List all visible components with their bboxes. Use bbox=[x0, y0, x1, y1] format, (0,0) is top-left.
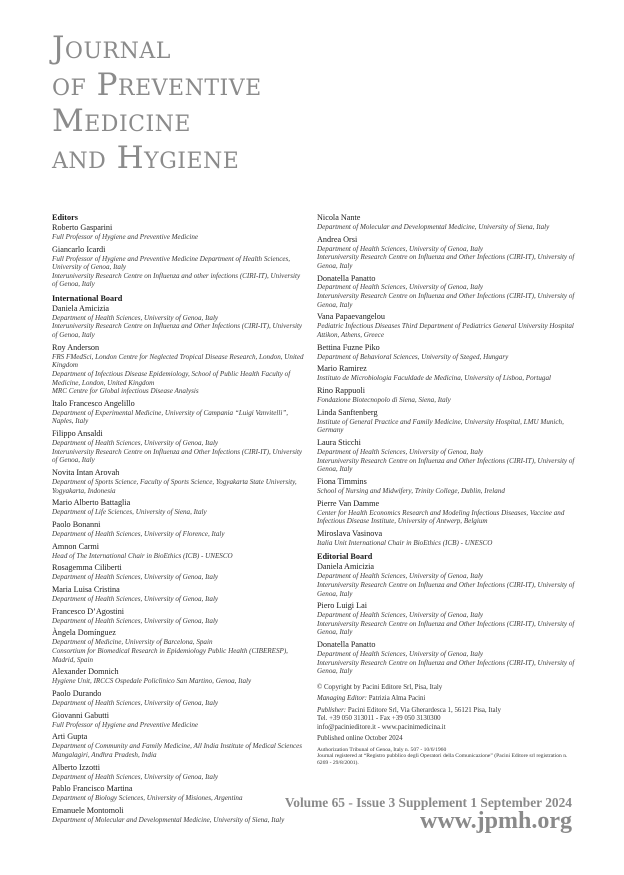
member-affiliation: Head of The International Chair in BioEthics (ICB) - UNESCO bbox=[52, 551, 233, 560]
member-name: Andrea Orsi bbox=[317, 234, 358, 244]
board-member bbox=[317, 274, 577, 310]
publisher-address: Pacini Editore Srl, Via Gherardesca 1, 56121 Pisa, Italy bbox=[347, 706, 501, 714]
publisher-info bbox=[317, 684, 577, 767]
member-name: Fiona Timmins bbox=[317, 476, 367, 486]
website-link[interactable]: www.jpmh.org bbox=[419, 808, 572, 834]
member-name: Filippo Ansaldi bbox=[52, 429, 103, 439]
member-name: Alexander Domnich bbox=[52, 667, 119, 677]
board-member bbox=[52, 468, 304, 495]
managing-editor-label: Managing Editor: bbox=[317, 695, 367, 703]
member-name: Paolo Bonanni bbox=[52, 520, 101, 530]
member-affiliation: Institute of General Practice and Family Medicine, University Hospital, LMU Munich, Germany bbox=[317, 417, 564, 435]
member-affiliation: Department of Biology Sciences, University of Misiones, Argentina bbox=[52, 794, 243, 803]
member-name: Mario Alberto Battaglia bbox=[52, 498, 131, 508]
member-name: Alberto Izzotti bbox=[52, 762, 100, 772]
member-affiliation: Department of Medicine, University of Barcelona, Spain bbox=[52, 638, 213, 647]
member-affiliation: Instituto de Microbiologia Faculdade de Medicina, University of Lisboa, Portugal bbox=[317, 374, 551, 383]
member-affiliation: Pediatric Infectious Diseases Third Department of Pediatrics General University Hospital Attikon, Athens, Greece bbox=[317, 322, 574, 339]
member-affiliation: Department of Experimental Medicine, University of Campania “Luigi Vanvitelli”, Naples, Italy bbox=[52, 408, 289, 426]
member-name: Pablo Francisco Martina bbox=[52, 784, 133, 794]
board-member bbox=[52, 498, 304, 517]
member-affiliation: Fondazione Biotecnopolo di Siena, Siena, Italy bbox=[317, 396, 451, 404]
section-title: Editors bbox=[52, 213, 78, 222]
member-affiliation: FRS FMedSci, London Centre for Neglected Tropical Disease Research, London, United Kingdom bbox=[52, 352, 304, 370]
member-affiliation: Department of Health Sciences, University of Genoa, Italy bbox=[52, 439, 219, 448]
board-member bbox=[317, 601, 577, 637]
board-member bbox=[52, 732, 304, 759]
publisher-line bbox=[317, 707, 577, 716]
member-affiliation: Interuniversity Research Centre on Influenza and Other Infections (CIRI-IT), University of Genoa, Italy bbox=[317, 253, 575, 270]
board-member bbox=[52, 542, 304, 561]
contacts-line: info@pacinieditore.it - www.pacinimedicina.it bbox=[317, 723, 446, 731]
member-affiliation: Department of Community and Family Medicine, All India Institute of Medical Sciences Mangalagiri, Andhra Pradesh, India bbox=[52, 742, 303, 759]
member-affiliation: Interuniversity Research Centre on Influenza and Other Infections (CIRI-IT), University of Genoa, Italy bbox=[52, 322, 303, 340]
board-member bbox=[52, 343, 304, 396]
board-member bbox=[52, 667, 304, 686]
member-affiliation: Department of Molecular and Developmental Medicine, University of Siena, Italy bbox=[317, 222, 550, 231]
board-member bbox=[52, 429, 304, 465]
board-member bbox=[52, 563, 304, 582]
member-name: Rino Rappuoli bbox=[317, 386, 365, 396]
board-member bbox=[317, 562, 577, 598]
phone-line: Tel. +39 050 313011 - Fax +39 050 3130300 bbox=[317, 715, 441, 723]
right-sections bbox=[317, 213, 577, 676]
member-affiliation: Interuniversity Research Centre on Influenza and Other Infections (CIRI-IT), University of Genoa, Italy bbox=[317, 619, 575, 637]
board-member bbox=[52, 245, 304, 289]
member-name: Donatella Panatto bbox=[317, 273, 376, 283]
member-affiliation: Department of Health Sciences, University of Florence, Italy bbox=[52, 529, 225, 538]
board-member bbox=[52, 585, 304, 604]
member-affiliation: Department of Sports Science, Faculty of Sports Science, Yogyakarta State University, Yogyakarta, Indonesia bbox=[52, 477, 297, 495]
section-title: International Board bbox=[52, 293, 123, 303]
member-affiliation: Department of Behavioral Sciences, University of Szeged, Hungary bbox=[317, 352, 509, 361]
board-member bbox=[52, 628, 304, 664]
member-affiliation: Interuniversity Research Centre on Influenza and other infections (CIRI-IT), University of Genoa, Italy bbox=[52, 271, 301, 289]
board-member bbox=[317, 408, 577, 435]
member-name: Laura Sticchi bbox=[317, 438, 361, 448]
managing-editor-name: Patrizia Alma Pacini bbox=[368, 695, 426, 703]
member-affiliation: Full Professor of Hygiene and Preventive Medicine Department of Health Sciences, University of Genoa, Italy bbox=[52, 254, 291, 272]
board-member bbox=[52, 607, 304, 626]
board-member bbox=[317, 386, 577, 405]
member-name: Giovanni Gabutti bbox=[52, 710, 110, 720]
board-member bbox=[317, 438, 577, 474]
board-member bbox=[317, 477, 577, 496]
member-affiliation: Department of Health Sciences, University of Genoa, Italy bbox=[317, 650, 484, 659]
member-name: Piero Luigi Lai bbox=[317, 601, 368, 611]
section-title: Editorial Board bbox=[317, 552, 373, 562]
member-affiliation: Department of Health Sciences, University of Genoa, Italy bbox=[52, 595, 219, 603]
member-name: Rosagemma Ciliberti bbox=[52, 563, 122, 573]
member-affiliation: Interuniversity Research Centre on Influenza and Other Infections (CIRI-IT), University of Genoa, Italy bbox=[317, 292, 575, 309]
authorization-line: Authorization Tribunal of Genoa, Italy n. 507 - 10/6/1960 bbox=[317, 746, 447, 753]
member-affiliation: Department of Health Sciences, University of Genoa, Italy bbox=[317, 572, 484, 581]
member-affiliation: Department of Life Sciences, University of Siena, Italy bbox=[52, 508, 207, 517]
member-name: Emanuele Montomoli bbox=[52, 806, 124, 816]
board-member bbox=[52, 784, 304, 803]
member-name: Novita Intan Arovah bbox=[52, 468, 120, 478]
member-name: Arti Gupta bbox=[52, 732, 88, 742]
member-affiliation: Interuniversity Research Centre on Influenza and Other Infections (CIRI-IT), University of Genoa, Italy bbox=[52, 447, 303, 465]
board-member bbox=[317, 343, 577, 362]
right-column bbox=[317, 213, 577, 767]
member-affiliation: Department of Health Sciences, University of Genoa, Italy bbox=[317, 244, 484, 253]
member-name: Pierre Van Damme bbox=[317, 498, 380, 508]
journal-title-line: and Hygiene bbox=[52, 139, 240, 176]
member-affiliation: Italia Unit International Chair in BioEthics (ICB) - UNESCO bbox=[317, 538, 493, 547]
journal-title-line: Journal bbox=[52, 30, 171, 66]
member-affiliation: Department of Health Sciences, University of Genoa, Italy bbox=[52, 698, 219, 707]
board-member bbox=[52, 763, 304, 782]
left-column bbox=[52, 213, 304, 828]
board-member bbox=[317, 312, 577, 339]
board-member bbox=[52, 520, 304, 539]
member-affiliation: Department of Health Sciences, University of Genoa, Italy bbox=[52, 313, 219, 322]
member-name: Donatella Panatto bbox=[317, 640, 376, 650]
member-affiliation: Department of Molecular and Developmental Medicine, University of Siena, Italy bbox=[52, 815, 285, 824]
registration-line: Journal registered at “Registro pubblico degli Operatori della Comunicazione” (Pacini Editore srl registration n. 6269 - 29/8/2001). bbox=[317, 753, 568, 766]
member-affiliation: Department of Health Sciences, University of Genoa, Italy bbox=[317, 283, 484, 292]
member-affiliation: Interuniversity Research Centre on Influenza and Other Infections (CIRI-IT), University of Genoa, Italy bbox=[317, 658, 575, 676]
member-name: Amnon Carmi bbox=[52, 541, 100, 551]
member-name: Linda Sanftenberg bbox=[317, 407, 378, 417]
member-affiliation: Full Professor of Hygiene and Preventive Medicine bbox=[52, 720, 199, 729]
board-member bbox=[317, 499, 577, 526]
member-name: Roy Anderson bbox=[52, 342, 100, 352]
board-member bbox=[52, 223, 304, 242]
member-affiliation: Consortium for Biomedical Research in Epidemiology Public Health (CIBERESP), Madrid, Spain bbox=[52, 646, 288, 664]
member-affiliation: Department of Infectious Disease Epidemiology, School of Public Health Faculty of Medicine, London, United Kingdom bbox=[52, 369, 291, 387]
published-line: Published online October 2024 bbox=[317, 735, 403, 743]
member-name: Italo Francesco Angelillo bbox=[52, 398, 135, 408]
journal-title-line: of Preventive bbox=[52, 66, 262, 103]
member-name: Maria Luisa Cristina bbox=[52, 585, 120, 595]
member-affiliation: Interuniversity Research Centre on Influenza and Other Infections (CIRI-IT), University of Genoa, Italy bbox=[317, 580, 575, 598]
member-affiliation: MRC Centre for Global infectious Disease Analysis bbox=[52, 387, 199, 396]
member-affiliation: Full Professor of Hygiene and Preventive Medicine bbox=[52, 232, 199, 241]
member-name: Miroslava Vasinova bbox=[317, 528, 383, 538]
member-name: Giancarlo Icardi bbox=[52, 244, 106, 254]
member-name: Bettina Fuzne Piko bbox=[317, 342, 380, 352]
member-name: Mario Ramirez bbox=[317, 364, 367, 374]
member-affiliation: Department of Health Sciences, University of Genoa, Italy bbox=[317, 447, 484, 456]
board-member bbox=[317, 529, 577, 548]
board-member bbox=[52, 689, 304, 708]
board-member bbox=[52, 304, 304, 340]
member-affiliation: Department of Health Sciences, University of Genoa, Italy bbox=[317, 611, 484, 620]
board-member bbox=[317, 235, 577, 271]
member-name: Daniela Amicizia bbox=[52, 303, 110, 313]
member-affiliation: School of Nursing and Midwifery, Trinity College, Dublin, Ireland bbox=[317, 486, 505, 495]
member-affiliation: Department of Health Sciences, University of Genoa, Italy bbox=[52, 616, 219, 625]
board-member bbox=[52, 711, 304, 730]
member-name: Nicola Nante bbox=[317, 213, 361, 222]
board-member bbox=[317, 640, 577, 676]
managing-editor-line bbox=[317, 695, 577, 704]
member-name: Daniela Amicizia bbox=[317, 562, 375, 572]
member-affiliation: Department of Health Sciences, University of Genoa, Italy bbox=[52, 772, 219, 781]
journal-title-line: Medicine bbox=[52, 103, 191, 139]
member-affiliation: Interuniversity Research Centre on Influenza and Other Infections (CIRI-IT), University of Genoa, Italy bbox=[317, 456, 575, 474]
member-affiliation: Center for Health Economics Research and Modeling Infectious Diseases, Vaccine and Infectious Disease Institute, University of Antwerp, Belgium bbox=[317, 508, 565, 526]
member-affiliation: Department of Health Sciences, University of Genoa, Italy bbox=[52, 573, 219, 582]
board-member bbox=[52, 399, 304, 426]
volume-issue: Volume 65 - Issue 3 Supplement 1 September 2024 bbox=[284, 795, 572, 810]
member-name: Roberto Gasparini bbox=[52, 223, 113, 232]
member-name: Paolo Durando bbox=[52, 689, 102, 699]
member-name: Àngela Domínguez bbox=[52, 628, 116, 638]
journal-title bbox=[52, 30, 262, 176]
board-member bbox=[52, 806, 304, 825]
board-member bbox=[317, 213, 577, 232]
member-name: Francesco D’Agostini bbox=[52, 606, 125, 616]
copyright-line: © Copyright by Pacini Editore Srl, Pisa, Italy bbox=[317, 683, 443, 691]
member-affiliation: Hygiene Unit, IRCCS Ospedale Policlinico San Martino, Genoa, Italy bbox=[52, 677, 252, 686]
member-name: Vana Papaevangelou bbox=[317, 312, 385, 322]
board-member bbox=[317, 364, 577, 383]
publisher-label: Publisher: bbox=[317, 706, 347, 714]
